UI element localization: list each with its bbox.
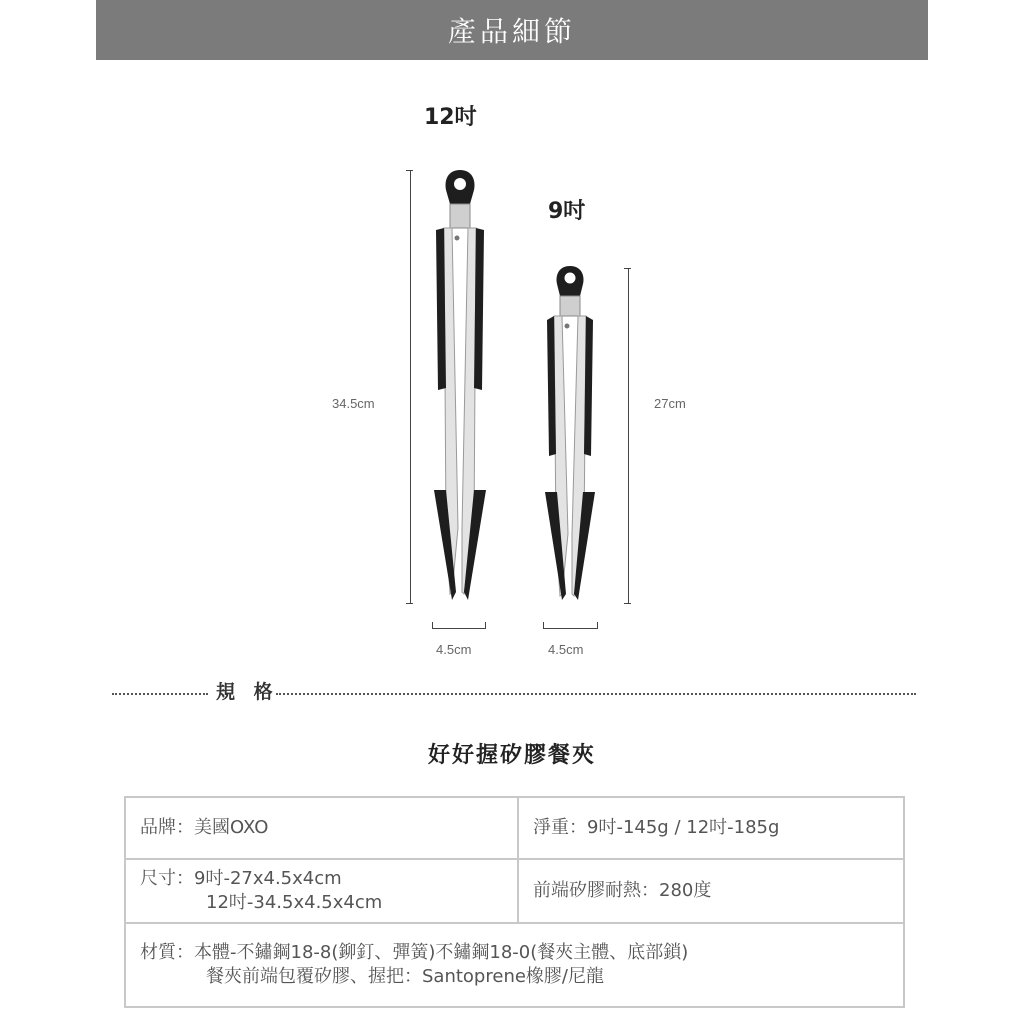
large-length-label: 34.5cm — [332, 396, 375, 411]
large-length-line — [410, 170, 411, 604]
large-width-line — [432, 628, 486, 629]
table-row — [125, 797, 904, 859]
dimension-cell — [125, 859, 518, 923]
large-tong-image — [430, 168, 490, 604]
product-name: 好好握矽膠餐夾 — [427, 743, 596, 768]
large-width-tick-right — [485, 622, 486, 629]
brand-cell — [125, 797, 518, 859]
banner-title: 產品細節 — [447, 15, 576, 48]
net-weight-text: 淨重：9吋-145g / 12吋-185g — [533, 817, 780, 838]
spec-section-label: 規 格 — [216, 681, 279, 703]
material-line-1: 材質：本體-不鏽鋼18-8(鉚釘、彈簧)不鏽鋼18-0(餐夾主體、底部鎖) — [140, 942, 689, 963]
small-tong-image — [542, 264, 598, 604]
table-row — [125, 923, 904, 1007]
spec-divider-left — [112, 693, 208, 695]
spec-divider-right — [276, 693, 916, 695]
small-length-line — [628, 268, 629, 604]
table-row — [125, 859, 904, 923]
large-size-label: 12吋 — [424, 105, 477, 130]
weight-cell — [518, 797, 904, 859]
small-width-label: 4.5cm — [548, 642, 584, 657]
small-size-label: 9吋 — [548, 199, 586, 224]
small-width-tick-left — [543, 622, 544, 629]
heat-cell — [518, 859, 904, 923]
spec-table — [124, 796, 905, 1008]
small-width-line — [543, 628, 598, 629]
small-width-tick-right — [597, 622, 598, 629]
page-banner — [96, 0, 928, 60]
material-line-2: 餐夾前端包覆矽膠、握把：Santoprene橡膠/尼龍 — [206, 966, 604, 987]
dimension-line-1: 尺寸：9吋-27x4.5x4cm — [140, 868, 342, 889]
material-cell — [125, 923, 904, 1007]
small-length-tick-bottom — [624, 603, 631, 604]
large-width-tick-left — [432, 622, 433, 629]
large-length-tick-bottom — [406, 603, 413, 604]
heat-resistance-text: 前端矽膠耐熱：280度 — [533, 880, 712, 901]
large-length-tick-top — [406, 170, 413, 171]
small-length-label: 27cm — [654, 396, 686, 411]
dimension-line-2: 12吋-34.5x4.5x4cm — [206, 892, 383, 913]
small-length-tick-top — [624, 268, 631, 269]
brand-text: 品牌：美國OXO — [140, 817, 269, 838]
large-width-label: 4.5cm — [436, 642, 472, 657]
